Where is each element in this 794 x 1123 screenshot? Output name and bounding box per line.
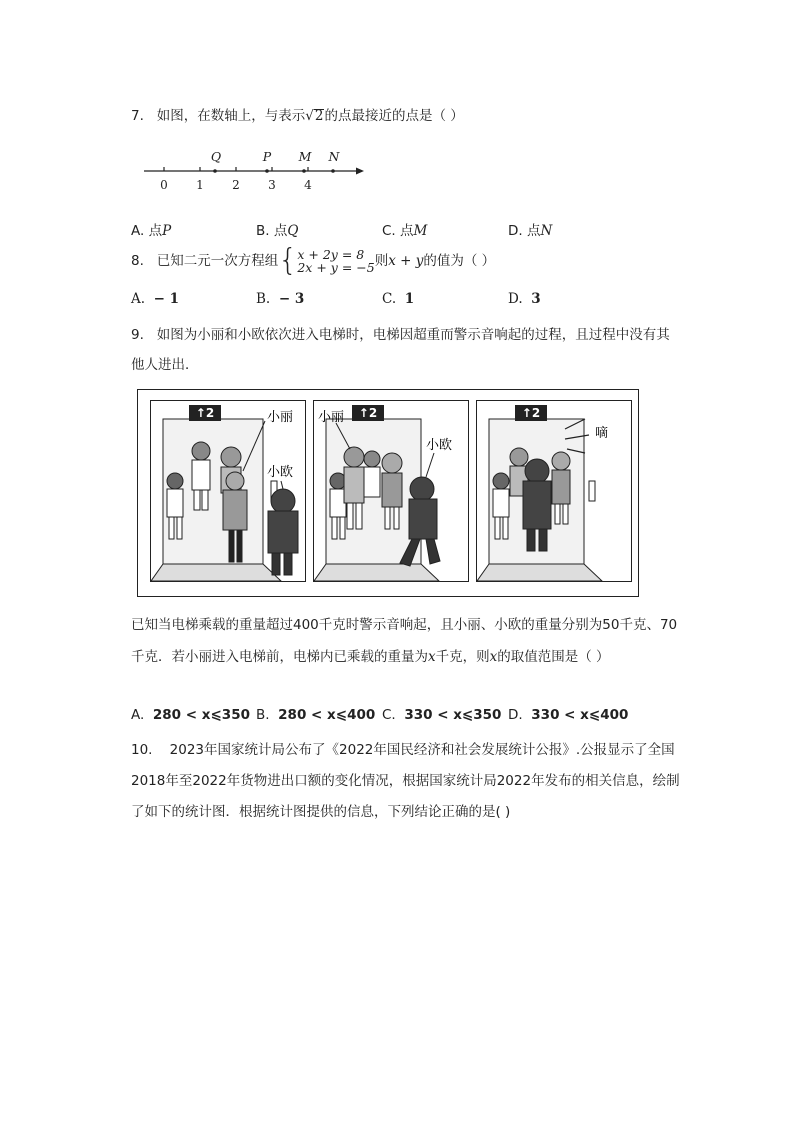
option-text: 1 <box>404 291 415 307</box>
q10-stem-line-1 <box>131 738 675 758</box>
comic-panel-2 <box>313 400 469 582</box>
panel-2-floor-sign: ↑2 <box>358 406 378 420</box>
panel-3-art <box>477 401 631 581</box>
option-letter: A. <box>131 223 145 239</box>
q8-option-b[interactable] <box>256 291 304 307</box>
option-letter: D. <box>508 223 523 239</box>
q7-stem <box>131 104 464 124</box>
q9-line1: 如图为小丽和小欧依次进入电梯时，电梯因超重而警示音响起的过程，且过程中没有其 <box>156 327 670 343</box>
panel-2-art <box>314 401 468 581</box>
system-brace: { <box>278 243 298 278</box>
comic-panel-1 <box>150 400 306 582</box>
option-letter: A. <box>131 707 145 723</box>
tick-label-4: 4 <box>304 178 312 192</box>
option-var: M <box>413 223 428 239</box>
q8-stem-end: 的值为（ ） <box>423 253 496 269</box>
panel-1-art <box>151 401 305 581</box>
q9-option-b[interactable] <box>256 707 375 723</box>
q9-line4-after: 的取值范围是（ ） <box>497 649 610 665</box>
q8-expr: x + y <box>388 253 424 269</box>
point-label-n: N <box>328 149 340 164</box>
q10-line1: 2023年国家统计局公布了《2022年国民经济和社会发展统计公报》.公报显示了全国 <box>169 742 675 758</box>
option-text: 330 < x⩽400 <box>531 707 629 723</box>
q9-line4-var2: x <box>489 649 498 665</box>
option-letter: C. <box>382 291 397 307</box>
equation-1: x + 2y = 8 <box>297 247 365 262</box>
panel-1-floor-sign: ↑2 <box>195 406 215 420</box>
panel-2-label-xiaoou: 小欧 <box>426 438 453 453</box>
q10-number: 10. <box>131 742 153 758</box>
option-letter: B. <box>256 223 270 239</box>
q7-option-b[interactable] <box>256 219 298 239</box>
q8-stem-before: 已知二元一次方程组 <box>156 253 279 269</box>
tick-label-1: 1 <box>196 178 204 192</box>
option-text: 点 <box>148 223 163 239</box>
q9-line4-var: x <box>428 649 436 665</box>
q9-number: 9. <box>131 327 144 343</box>
elevator-comic <box>137 389 639 597</box>
equation-system <box>297 248 374 274</box>
option-text: 280 < x⩽350 <box>152 707 250 723</box>
option-text: − 1 <box>153 291 180 307</box>
point-label-p: P <box>262 149 272 164</box>
option-text: 点 <box>526 223 541 239</box>
q8-stem-after: 则 <box>374 253 389 269</box>
option-text: 280 < x⩽400 <box>278 707 376 723</box>
option-var: Q <box>287 223 299 239</box>
q9-option-a[interactable] <box>131 707 250 723</box>
tick-label-3: 3 <box>268 178 276 192</box>
point-label-m: M <box>298 149 312 164</box>
q7-option-d[interactable] <box>508 219 552 239</box>
panel-3-floor-sign: ↑2 <box>521 406 541 420</box>
tick-marks <box>164 167 308 171</box>
number-line-figure <box>140 145 370 195</box>
q7-option-c[interactable] <box>382 219 427 239</box>
option-var: N <box>540 223 553 239</box>
q8-stem <box>131 243 496 278</box>
equation-2: 2x + y = −5 <box>297 260 375 275</box>
q8-option-d[interactable] <box>508 291 541 307</box>
option-letter: B. <box>256 291 271 307</box>
q8-option-a[interactable] <box>131 291 179 307</box>
q8-option-c[interactable] <box>382 291 414 307</box>
option-var: P <box>162 223 172 239</box>
panel-3-alarm-sound: 嘀 <box>595 426 609 441</box>
option-letter: B. <box>256 707 270 723</box>
q9-stem-line-4 <box>131 645 610 665</box>
option-letter: D. <box>508 707 523 723</box>
q7-stem-after: 的点最接近的点是（ ） <box>324 108 464 124</box>
comic-panel-3 <box>476 400 632 582</box>
option-text: 点 <box>273 223 288 239</box>
panel-1-label-xiaoou: 小欧 <box>267 465 294 480</box>
option-letter: C. <box>382 223 396 239</box>
q7-number: 7. <box>131 108 144 124</box>
panel-2-label-xiaoli: 小丽 <box>318 410 345 425</box>
panel-1-label-xiaoli: 小丽 <box>267 410 294 425</box>
option-letter: D. <box>508 291 523 307</box>
q7-stem-before: 如图，在数轴上，与表示 <box>156 108 306 124</box>
option-letter: C. <box>382 707 396 723</box>
q7-radicand: 2 <box>314 108 324 124</box>
tick-label-2: 2 <box>232 178 240 192</box>
q10-stem-line-3: 了如下的统计图．根据统计图提供的信息，下列结论正确的是( ) <box>131 804 511 820</box>
option-text: 3 <box>531 291 541 307</box>
point-label-q: Q <box>210 149 222 164</box>
q8-number: 8. <box>131 253 144 269</box>
q9-stem-line-2: 他人进出． <box>131 357 199 373</box>
option-text: 点 <box>400 223 414 239</box>
q9-stem-line-1 <box>131 323 670 343</box>
tick-label-0: 0 <box>160 178 168 192</box>
q10-stem-line-2: 2018年至2022年货物进出口额的变化情况，根据国家统计局2022年发布的相关信息，绘制 <box>131 773 680 789</box>
q7-option-a[interactable] <box>131 219 171 239</box>
q9-stem-line-3: 已知当电梯乘载的重量超过400千克时警示音响起，且小丽、小欧的重量分别为50千克、70 <box>131 617 678 633</box>
q9-option-d[interactable] <box>508 707 628 723</box>
sqrt-sign: √ <box>305 108 314 124</box>
option-text: 330 < x⩽350 <box>404 707 502 723</box>
q9-line4-before: 千克．若小丽进入电梯前，电梯内已乘载的重量为 <box>131 649 428 665</box>
option-letter: A. <box>131 291 146 307</box>
q9-line4-mid: 千克，则 <box>435 649 490 665</box>
q9-option-c[interactable] <box>382 707 501 723</box>
option-text: − 3 <box>278 291 305 307</box>
